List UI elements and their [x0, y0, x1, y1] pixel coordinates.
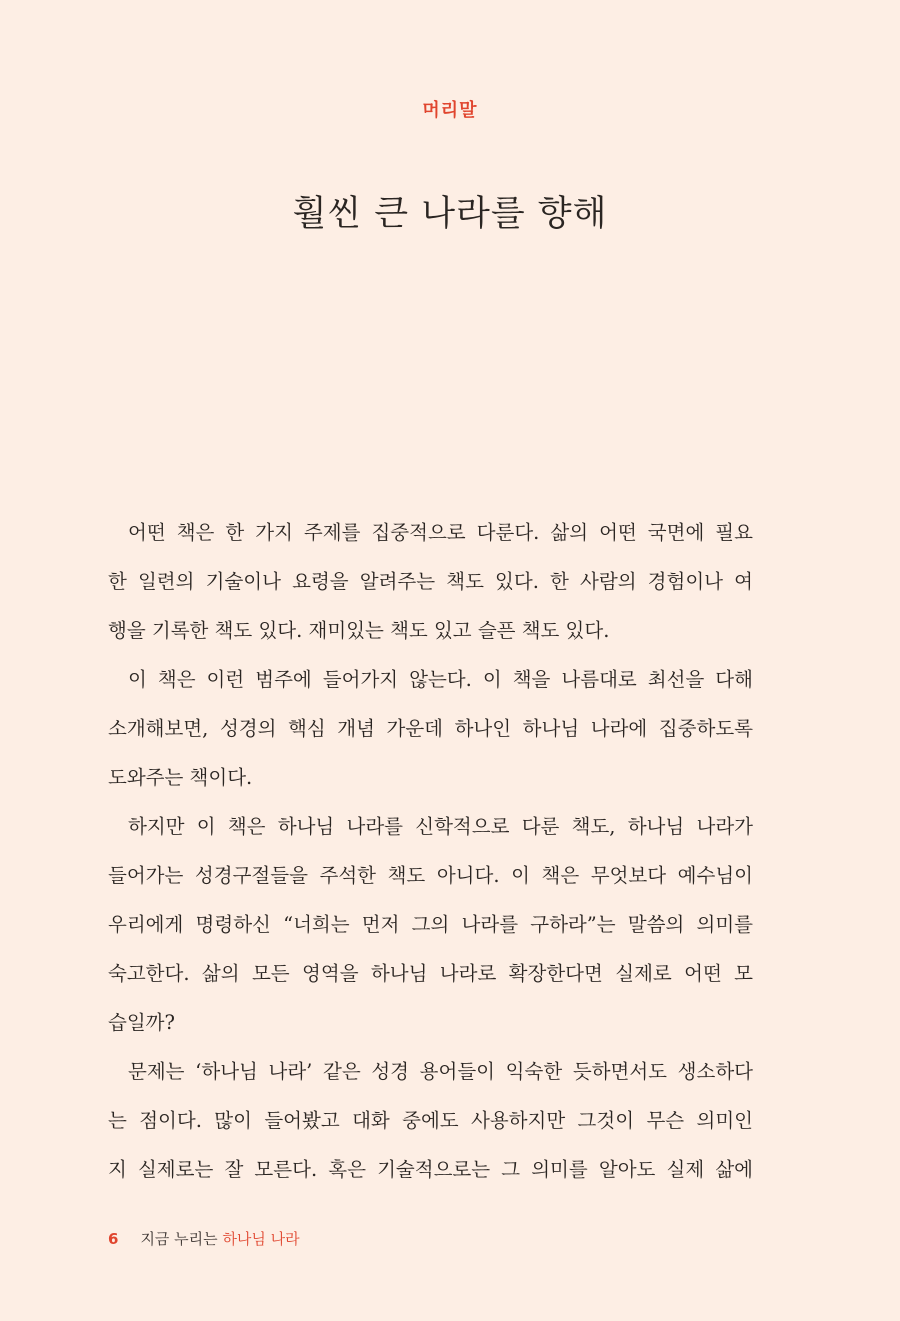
- paragraph-3: [108, 802, 753, 1047]
- page-number: 6: [108, 1230, 119, 1248]
- text-line: 지 실제로는 잘 모른다. 혹은 기술적으로는 그 의미를 알아도 실제 삶에: [108, 1158, 753, 1181]
- text-line: 이 책은 이런 범주에 들어가지 않는다. 이 책을 나름대로 최선을 다해: [128, 668, 753, 691]
- text-line: 한 일련의 기술이나 요령을 알려주는 책도 있다. 한 사람의 경험이나 여: [108, 570, 753, 593]
- text-line: 는 점이다. 많이 들어봤고 대화 중에도 사용하지만 그것이 무슨 의미인: [108, 1109, 753, 1132]
- text-line: 문제는 ‘하나님 나라’ 같은 성경 용어들이 익숙한 듯하면서도 생소하다: [128, 1060, 753, 1083]
- book-title-accent: 하나님 나라: [222, 1230, 300, 1248]
- paragraph-2: [108, 655, 753, 802]
- text-line: 습일까?: [108, 1011, 175, 1034]
- text-line: 우리에게 명령하신 “너희는 먼저 그의 나라를 구하라”는 말씀의 의미를: [108, 913, 753, 936]
- text-line: 도와주는 책이다.: [108, 766, 253, 789]
- text-line: 하지만 이 책은 하나님 나라를 신학적으로 다룬 책도, 하나님 나라가: [128, 815, 753, 838]
- paragraph-4: [108, 1047, 753, 1194]
- book-title-prefix: 지금 누리는: [140, 1230, 223, 1248]
- paragraph-1: [108, 508, 753, 655]
- text-line: 소개해보면, 성경의 핵심 개념 가운데 하나인 하나님 나라에 집중하도록: [108, 717, 753, 740]
- page-footer: [108, 1228, 300, 1249]
- chapter-title: 훨씬 큰 나라를 향해: [292, 194, 608, 234]
- body-text: [108, 508, 753, 1194]
- text-line: 행을 기록한 책도 있다. 재미있는 책도 있고 슬픈 책도 있다.: [108, 619, 610, 642]
- text-line: 들어가는 성경구절들을 주석한 책도 아니다. 이 책은 무엇보다 예수님이: [108, 864, 753, 887]
- text-line: 어떤 책은 한 가지 주제를 집중적으로 다룬다. 삶의 어떤 국면에 필요: [128, 521, 753, 544]
- section-label: 머리말: [422, 100, 478, 121]
- text-line: 숙고한다. 삶의 모든 영역을 하나님 나라로 확장한다면 실제로 어떤 모: [108, 962, 753, 985]
